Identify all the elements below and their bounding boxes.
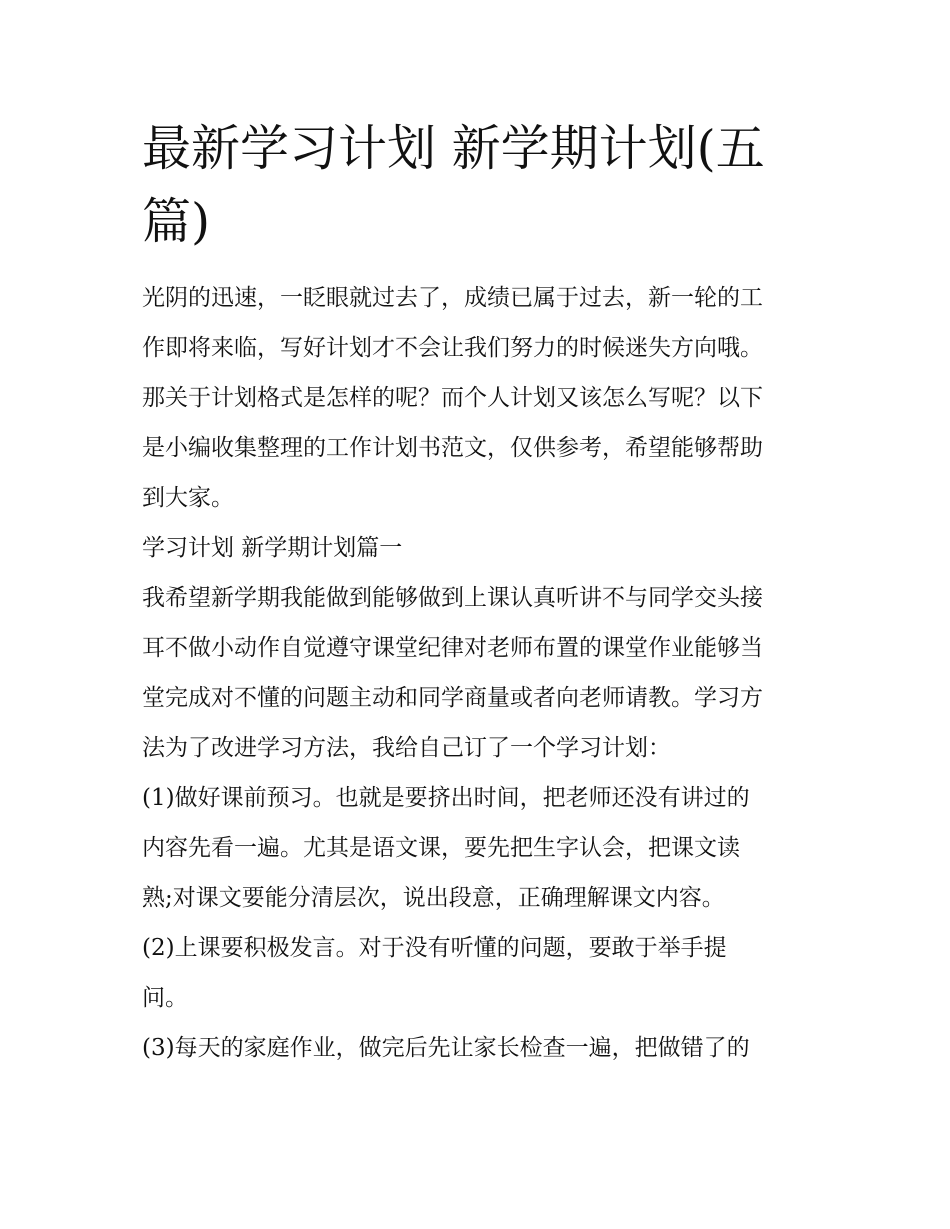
page-title	[142, 112, 822, 258]
list-item-1-line: (1)做好课前预习。也就是要挤出时间，把老师还没有讲过的	[142, 785, 750, 811]
list-item-1-line: 熟;对课文要能分清层次，说出段意，正确理解课文内容。	[142, 885, 725, 911]
text-line: 法为了改进学习方法，我给自己订了一个学习计划：	[142, 735, 671, 761]
text-line: 到大家。	[142, 485, 234, 511]
title-line: 最新学习计划 新学期计划(五	[142, 120, 765, 177]
text-line: 作即将来临，写好计划才不会让我们努力的时候迷失方向哦。	[142, 335, 763, 361]
title-line: 篇)	[142, 193, 211, 250]
text-line: 光阴的迅速，一眨眼就过去了，成绩已属于过去，新一轮的工	[142, 285, 763, 311]
text-line: 那关于计划格式是怎样的呢？而个人计划又该怎么写呢？以下	[142, 385, 763, 411]
list-item-1-line: 内容先看一遍。尤其是语文课，要先把生字认会，把课文读	[142, 835, 740, 861]
text-line: 是小编收集整理的工作计划书范文，仅供参考，希望能够帮助	[142, 435, 763, 461]
document-body	[142, 273, 822, 1073]
text-line: 我希望新学期我能做到能够做到上课认真听讲不与同学交头接	[142, 585, 763, 611]
list-item-2-line: 问。	[142, 985, 188, 1011]
list-item-2-line: (2)上课要积极发言。对于没有听懂的问题，要敢于举手提	[142, 935, 727, 961]
section-heading: 学习计划 新学期计划篇一	[142, 535, 403, 561]
document-page	[142, 112, 822, 1073]
text-line: 耳不做小动作自觉遵守课堂纪律对老师布置的课堂作业能够当	[142, 635, 763, 661]
text-line: 堂完成对不懂的问题主动和同学商量或者向老师请教。学习方	[142, 685, 763, 711]
list-item-3-line: (3)每天的家庭作业，做完后先让家长检查一遍，把做错了的	[142, 1035, 750, 1061]
